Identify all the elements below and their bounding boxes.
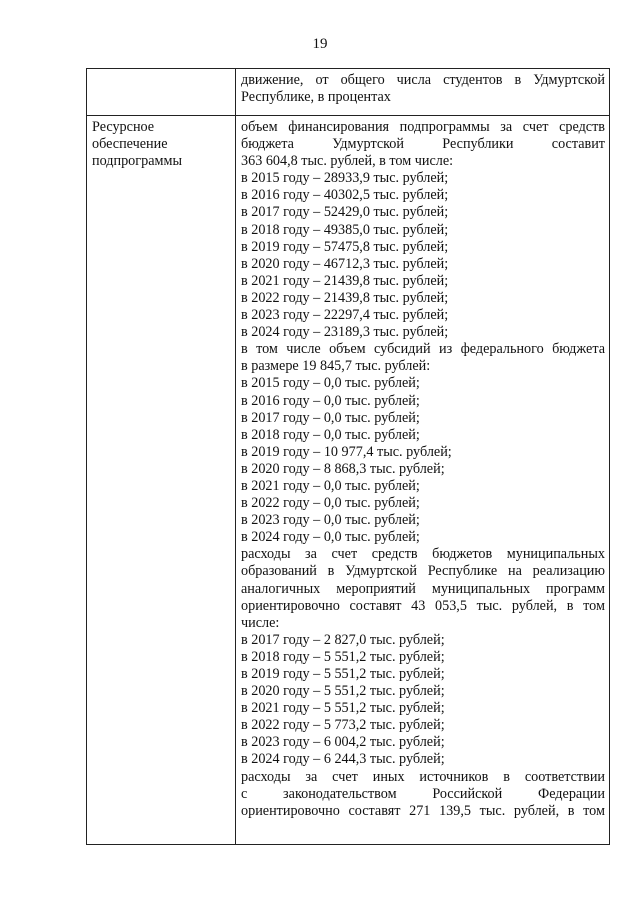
text-line: объем финансирования подпрограммы за счет средств xyxy=(241,119,605,135)
text-line: расходы за счет средств бюджетов муниципальных xyxy=(241,546,605,563)
text-line: в 2022 году – 0,0 тыс. рублей; xyxy=(241,495,420,512)
funding-text xyxy=(236,116,609,820)
text-line: с законодательством Российской Федерации xyxy=(241,785,605,802)
row-label-cell xyxy=(87,116,236,845)
text-line: в 2023 году – 22297,4 тыс. рублей; xyxy=(241,307,449,324)
text-line: ориентировочно составят 271 139,5 тыс. рублей, в том xyxy=(241,802,605,819)
label-line: обеспечение xyxy=(92,136,168,153)
text-line: аналогичных мероприятий муниципальных программ xyxy=(241,580,605,597)
text-line: в 2020 году – 46712,3 тыс. рублей; xyxy=(241,255,449,272)
text-line: в 2020 году – 5 551,2 тыс. рублей; xyxy=(241,683,445,700)
passport-table xyxy=(86,68,610,845)
text-line: в 2018 году – 5 551,2 тыс. рублей; xyxy=(241,648,445,665)
text-line: в 2023 году – 6 004,2 тыс. рублей; xyxy=(241,734,445,751)
text-line: в 2017 году – 0,0 тыс. рублей; xyxy=(241,409,420,426)
text-line: в 2021 году – 0,0 тыс. рублей; xyxy=(241,477,420,494)
row-label-cell xyxy=(87,69,236,116)
text-line: в 2023 году – 0,0 тыс. рублей; xyxy=(241,512,420,529)
text-line: в 2015 году – 0,0 тыс. рублей; xyxy=(241,375,420,392)
text-line: в 2024 году – 0,0 тыс. рублей; xyxy=(241,529,420,546)
text-line: движение, от общего числа студентов в Удмуртской xyxy=(241,72,605,88)
text-line: в 2015 году – 28933,9 тыс. рублей; xyxy=(241,170,449,187)
table-row xyxy=(87,116,610,845)
row-value-cell xyxy=(236,116,610,845)
label-line: подпрограммы xyxy=(92,153,182,170)
text-line: в 2019 году – 10 977,4 тыс. рублей; xyxy=(241,443,452,460)
text-line: в том числе объем субсидий из федерального бюджета xyxy=(241,341,605,358)
row-value-cell xyxy=(236,69,610,116)
text-line: расходы за счет иных источников в соответствии xyxy=(241,768,605,785)
text-line: в 2019 году – 5 551,2 тыс. рублей; xyxy=(241,666,445,682)
text-line: Республике, в процентах xyxy=(241,89,391,106)
text-line: в 2017 году – 2 827,0 тыс. рублей; xyxy=(241,631,445,648)
text-line: в 2019 году – 57475,8 тыс. рублей; xyxy=(241,238,449,255)
text-line: в 2022 году – 5 773,2 тыс. рублей; xyxy=(241,717,445,734)
text-line: в 2024 году – 23189,3 тыс. рублей; xyxy=(241,324,449,341)
text-line: в 2016 году – 40302,5 тыс. рублей; xyxy=(241,187,449,204)
text-line: в 2017 году – 52429,0 тыс. рублей; xyxy=(241,204,449,221)
text-line: числе: xyxy=(241,614,280,631)
text-line: образований в Удмуртской Республике на реализацию xyxy=(241,563,605,580)
text-line: в 2021 году – 21439,8 тыс. рублей; xyxy=(241,272,449,289)
table-row xyxy=(87,69,610,116)
text-line: в 2024 году – 6 244,3 тыс. рублей; xyxy=(241,751,445,768)
text-line: в 2020 году – 8 868,3 тыс. рублей; xyxy=(241,460,445,477)
row-label xyxy=(87,116,235,170)
label-line: Ресурсное xyxy=(92,119,155,135)
text-line: в 2016 году – 0,0 тыс. рублей; xyxy=(241,392,420,409)
text-line: в размере 19 845,7 тыс. рублей: xyxy=(241,358,431,375)
text-line: в 2018 году – 49385,0 тыс. рублей; xyxy=(241,221,449,238)
page-number: 19 xyxy=(312,36,328,52)
text-line: в 2022 году – 21439,8 тыс. рублей; xyxy=(241,289,449,306)
text-line: 363 604,8 тыс. рублей, в том числе: xyxy=(241,153,454,170)
text-line: бюджета Удмуртской Республики составит xyxy=(241,136,605,153)
text-line: в 2018 году – 0,0 тыс. рублей; xyxy=(241,426,420,443)
text-line: ориентировочно составят 43 053,5 тыс. рублей, в том xyxy=(241,597,605,614)
text-line: в 2021 году – 5 551,2 тыс. рублей; xyxy=(241,700,445,717)
